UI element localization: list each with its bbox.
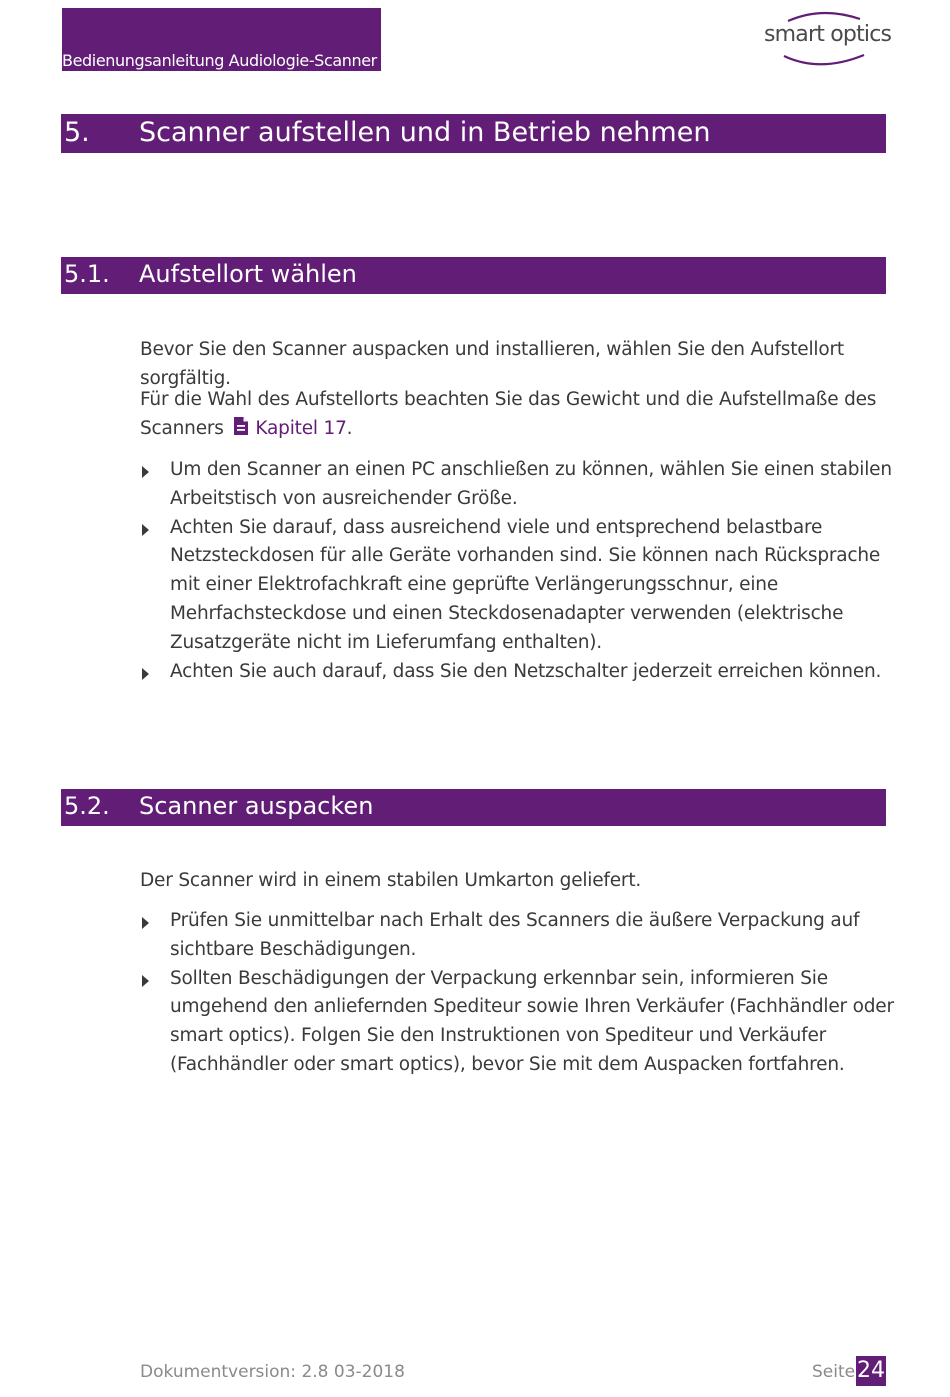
section-heading-5-2: [61, 789, 886, 826]
chapter-heading: [61, 114, 886, 153]
section2-bullet-list: [140, 907, 900, 1080]
bullet-triangle-icon: [142, 524, 149, 536]
header-banner: [62, 8, 381, 71]
paragraph-line-1: Für die Wahl des Aufstellorts beachten Sie das Gewicht und die Aufstellmaße des: [140, 389, 877, 410]
document-icon: [231, 416, 251, 436]
section-heading-5-1: [61, 257, 886, 294]
list-item: Um den Scanner an einen PC anschließen zu können, wählen Sie einen stabilen Arbeitstisch von ausreichender Größe.: [140, 456, 900, 514]
document-version: Dokumentversion: 2.8 03-2018: [140, 1362, 405, 1382]
chapter-number: 5.: [64, 117, 90, 148]
list-item: Prüfen Sie unmittelbar nach Erhalt des Scanners die äußere Verpackung auf sichtbare Beschädigungen.: [140, 907, 900, 965]
section-title: Aufstellort wählen: [139, 260, 357, 288]
document-title: Bedienungsanleitung Audiologie-Scanner: [62, 51, 377, 70]
section1-weight-paragraph: [140, 385, 900, 443]
section1-intro: Bevor Sie den Scanner auspacken und installieren, wählen Sie den Aufstellort sorgfältig.: [140, 339, 844, 389]
section-title: Scanner auspacken: [139, 792, 374, 820]
chapter-title: Scanner aufstellen und in Betrieb nehmen: [139, 117, 711, 148]
paragraph-prefix: Scanners: [140, 418, 224, 439]
brand-logo: [760, 10, 892, 68]
logo-text: smart optics: [764, 22, 892, 47]
bullet-triangle-icon: [142, 668, 149, 680]
bullet-triangle-icon: [142, 917, 149, 929]
page-label: Seite: [812, 1362, 856, 1382]
section-number: 5.1.: [64, 260, 110, 288]
bullet-triangle-icon: [142, 466, 149, 478]
page-number: 24: [856, 1356, 886, 1386]
paragraph-suffix: .: [346, 418, 353, 439]
list-item: Sollten Beschädigungen der Verpackung erkennbar sein, informieren Sie umgehend den anliefernden Spediteur sowie Ihren Verkäufer (Fachhändler oder smart optics). Folgen Sie den Instruktionen von Spediteur und Verkäufer (Fachhändler oder smart optics), bevor Sie mit dem Auspacken fortfahren.: [140, 965, 900, 1080]
list-item: Achten Sie auch darauf, dass Sie den Netzschalter jederzeit erreichen können.: [140, 658, 900, 687]
list-item: Achten Sie darauf, dass ausreichend viele und entsprechend belastbare Netzsteckdosen für alle Geräte vorhanden sind. Sie können nach Rücksprache mit einer Elektrofachkraft eine geprüfte Verlängerungsschnur, eine Mehrfachsteckdose und einen Steckdosenadapter verwenden (elektrische Zusatzgeräte nicht im Lieferumfang enthalten).: [140, 514, 900, 658]
chapter-17-link[interactable]: Kapitel 17: [255, 418, 347, 439]
section-number: 5.2.: [64, 792, 110, 820]
bullet-triangle-icon: [142, 975, 149, 987]
section1-bullet-list: [140, 456, 900, 686]
section2-intro: Der Scanner wird in einem stabilen Umkarton geliefert.: [140, 870, 642, 891]
